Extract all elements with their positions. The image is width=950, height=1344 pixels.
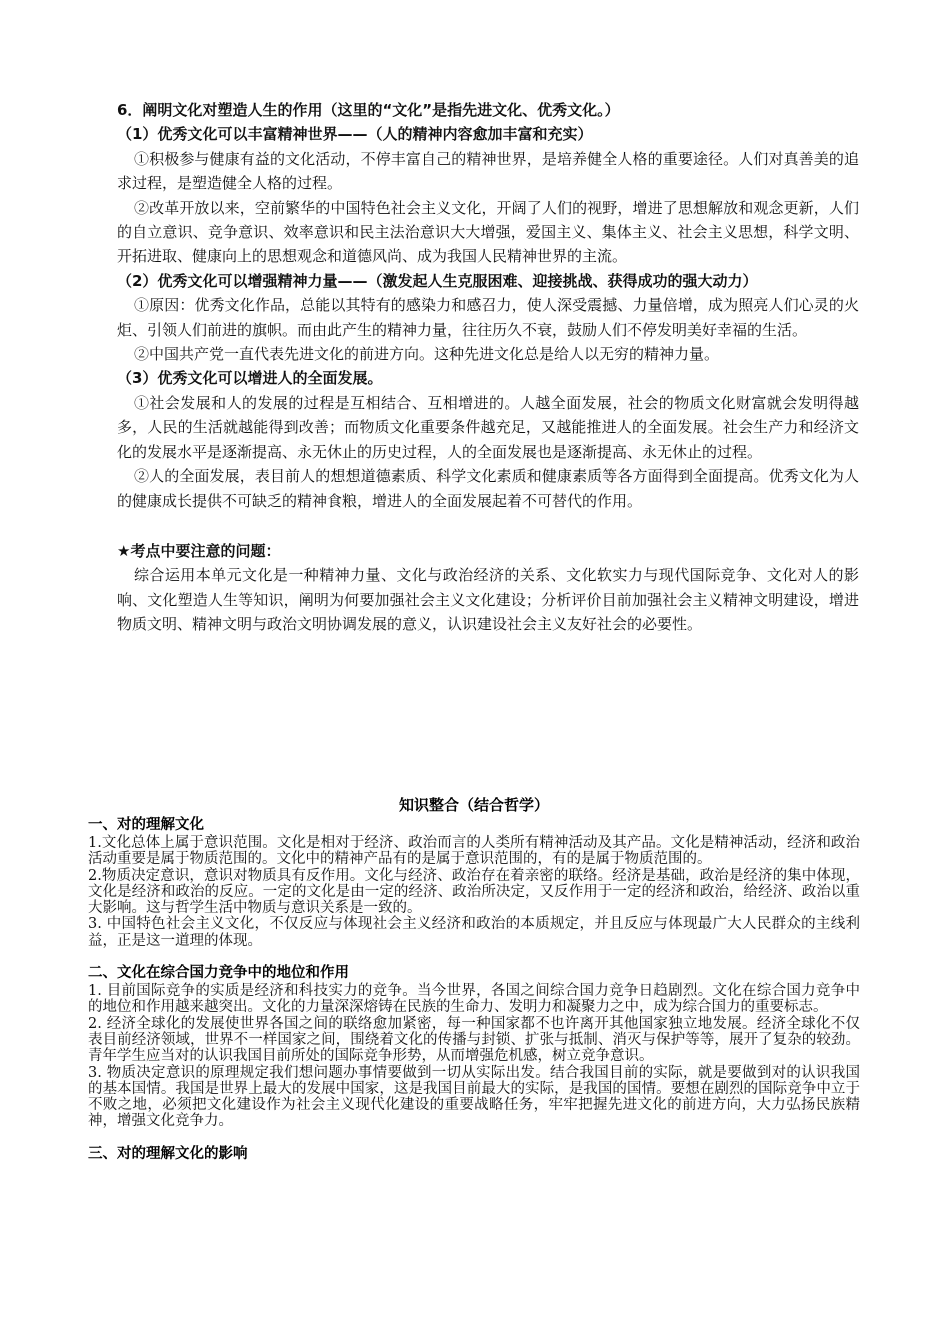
section-culture-shaping-life: [117, 98, 859, 637]
s2-heading: 二、文化在综合国力竞争中的地位和作用: [88, 965, 349, 982]
spacer: [88, 949, 860, 964]
s1-paragraph-2: 2.物质决定意识，意识对物质具有反作用。文化与经济、政治存在着亲密的联络。经济是基础，政治是经济的集中体现，文化是经济和政治的反应。一定的文化是由一定的经济、政治所决定，又反作用于一定的经济和政治，给经济、政治以重大影响。这与哲学生活中物质与意识关系是一致的。: [88, 867, 860, 917]
paragraph-1a: ①积极参与健康有益的文化活动，不停丰富自己的精神世界，是培养健全人格的重要途径。人们对真善美的追求过程，是塑造健全人格的过程。: [117, 149, 859, 193]
s3-heading: 三、对的理解文化的影响: [88, 1145, 248, 1162]
paragraph-3b: ②人的全面发展，表目前人的想想道德素质、科学文化素质和健康素质等各方面得到全面提高。优秀文化为人的健康成长提供不可缺乏的精神食粮，增进人的全面发展起着不可替代的作用。: [117, 467, 859, 510]
heading-item-6: 6．阐明文化对塑造人生的作用（这里的“文化”是指先进文化、优秀文化。）: [117, 101, 620, 119]
section-knowledge-integration: [88, 794, 860, 1164]
note-heading: ★考点中要注意的问题：: [117, 541, 281, 560]
paragraph-2b: ②中国共产党一直代表先进文化的前进方向。这种先进文化总是给人以无穷的精神力量。: [134, 345, 720, 364]
subheading-1: （1）优秀文化可以丰富精神世界——（人的精神内容愈加丰富和充实）: [117, 125, 593, 144]
section-title: 知识整合（结合哲学）: [398, 796, 549, 814]
subheading-2: （2）优秀文化可以增强精神力量——（激发起人生克服困难、迎接挑战、获得成功的强大动力）: [117, 271, 758, 290]
s1-paragraph-1: 1.文化总体上属于意识范围。文化是相对于经济、政治而言的人类所有精神活动及其产品。文化是精神活动，经济和政治活动重要是属于物质范围的。文化中的精神产品有的是属于意识范围的，有的是属于物质范围的。: [88, 835, 860, 868]
paragraph-3a: ①社会发展和人的发展的过程是互相结合、互相增进的。人越全面发展，社会的物质文化财富就会发明得越多，人民的生活就越能得到改善；而物质文化重要条件越充足，又越能推进人的全面发展。社会生产力和经济文化的发展水平是逐渐提高、永无休止的历史过程，人的全面发展也是逐渐提高、永无休止的过程。: [117, 393, 859, 461]
s2-paragraph-2: 2. 经济全球化的发展使世界各国之间的联络愈加紧密，每一种国家都不也许离开其他国家独立地发展。经济全球化不仅表目前经济领域，世界不一样国家之间，围绕着文化的传播与封锁、扩张与抵制、消灭与保护等等，展开了复杂的较劲。青年学生应当对的认识我国目前所处的国际竞争形势，从而增强危机感，树立竞争意识。: [88, 1015, 860, 1065]
spacer: [117, 513, 859, 539]
s2-paragraph-1: 1. 目前国际竞争的实质是经济和科技实力的竞争。当今世界，各国之间综合国力竞争日趋剧烈。文化在综合国力竞争中的地位和作用越来越突出。文化的力量深深熔铸在民族的生命力、发明力和凝聚力之中，成为综合国力的重要标志。: [88, 983, 860, 1016]
paragraph-2a: ①原因：优秀文化作品，总能以其特有的感染力和感召力，使人深受震撼、力量倍增，成为照亮人们心灵的火炬、引领人们前进的旗帜。而由此产生的精神力量，往往历久不衰，鼓励人们不停发明美好幸福的生活。: [117, 296, 859, 339]
s2-paragraph-3: 3. 物质决定意识的原理规定我们想问题办事情要做到一切从实际出发。结合我国目前的实际，就是要做到对的认识我国的基本国情。我国是世界上最大的发展中国家，这是我国目前最大的实际，是我国的国情。要想在剧烈的国际竞争中立于不败之地，必须把文化建设作为社会主义现代化建设的重要战略任务，牢牢把握先进文化的前进方向，大力弘扬民族精神，增强文化竞争力。: [88, 1064, 860, 1130]
s1-heading: 一、对的理解文化: [88, 817, 204, 833]
spacer: [88, 1130, 860, 1145]
subheading-3: （3）优秀文化可以增进人的全面发展。: [117, 369, 383, 388]
note-body: 综合运用本单元文化是一种精神力量、文化与政治经济的关系、文化软实力与现代国际竞争、文化对人的影响、文化塑造人生等知识，阐明为何要加强社会主义文化建设；分析评价目前加强社会主义精神文明建设，增进物质文明、精神文明与政治文明协调发展的意义，认识建设社会主义友好社会的必要性。: [117, 566, 859, 634]
s1-paragraph-3: 3. 中国特色社会主义文化，不仅反应与体现社会主义经济和政治的本质规定，并且反应与体现最广大人民群众的主线利益，正是这一道理的体现。: [88, 916, 860, 949]
paragraph-1b: ②改革开放以来，空前繁华的中国特色社会主义文化，开阔了人们的视野，增进了思想解放和观念更新，人们的自立意识、竞争意识、效率意识和民主法治意识大大增强，爱国主义、集体主义、社会主义思想，科学文明、开拓进取、健康向上的思想观念和道德风尚、成为我国人民精神世界的主流。: [117, 198, 859, 266]
